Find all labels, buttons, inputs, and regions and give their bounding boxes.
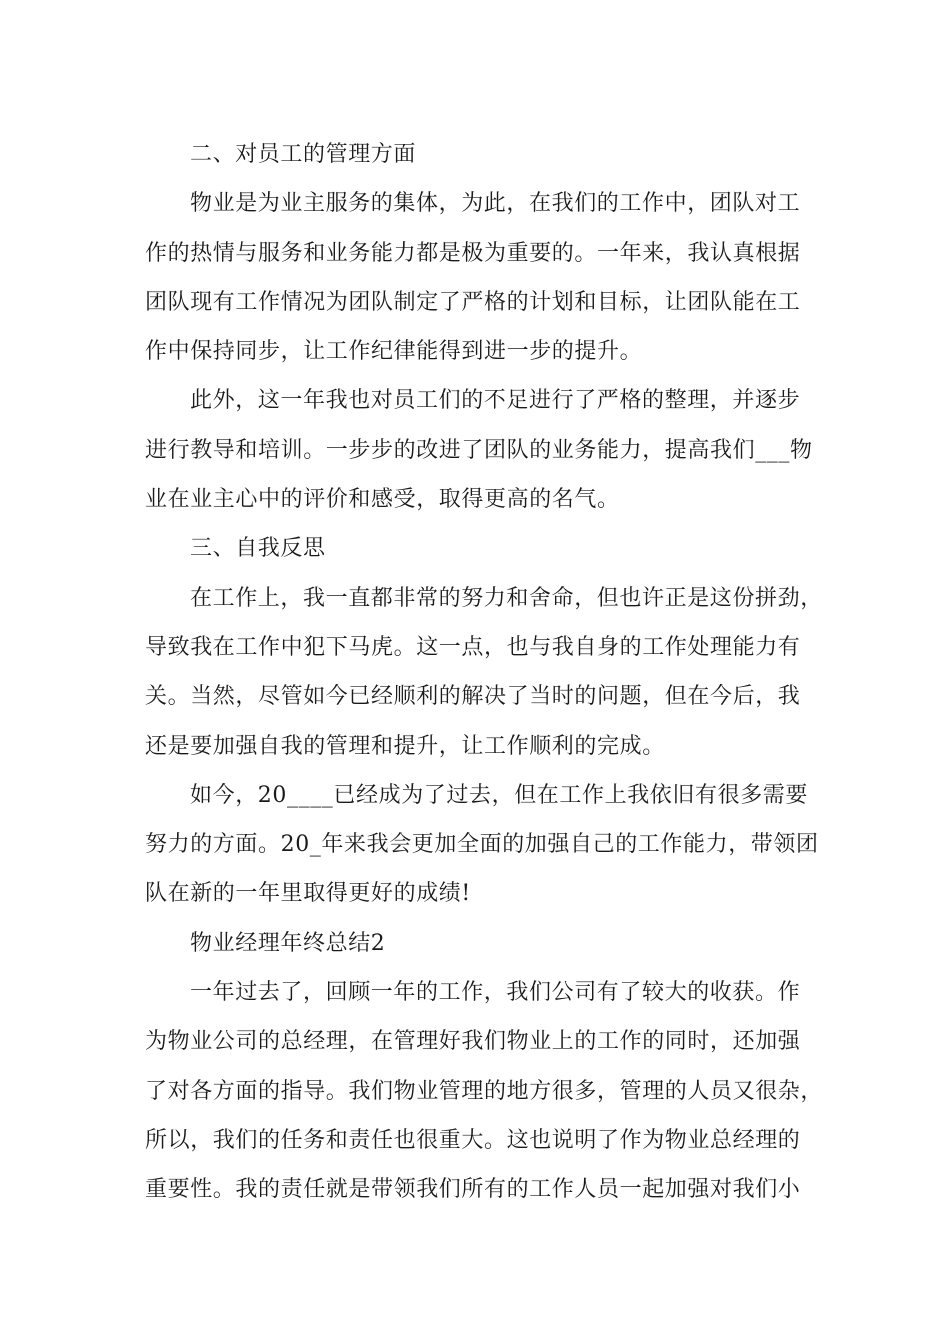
paragraph-line: 重要性。我的责任就是带领我们所有的工作人员一起加强对我们小 [145,1177,801,1203]
section-heading-self-reflection: 三、自我反思 [190,536,326,562]
section-heading-staff-management: 二、对员工的管理方面 [190,142,417,167]
paragraph-line: 导致我在工作中犯下马虎。这一点，也与我自身的工作处理能力有 [145,634,801,660]
paragraph-line: 作中保持同步，让工作纪律能得到进一步的提升。 [145,339,643,365]
paragraph-line: 一年过去了，回顾一年的工作，我们公司有了较大的收获。作 [190,980,801,1006]
paragraph-line: 努力的方面。20_年来我会更加全面的加强自己的工作能力，带领团 [145,832,819,858]
paragraph-line: 物业是为业主服务的集体，为此，在我们的工作中，团队对工 [190,191,801,217]
paragraph-line: 关。当然，尽管如今已经顺利的解决了当时的问题，但在今后，我 [145,684,801,710]
paragraph-line: 在工作上，我一直都非常的努力和舍命，但也许正是这份拼劲， [190,585,823,611]
paragraph-line: 为物业公司的总经理，在管理好我们物业上的工作的同时，还加强 [145,1029,801,1055]
paragraph-line: 进行教导和培训。一步步的改进了团队的业务能力，提高我们___物 [145,437,813,463]
paragraph-line: 业在业主心中的评价和感受，取得更高的名气。 [145,487,620,513]
paragraph-line: 作的热情与服务和业务能力都是极为重要的。一年来，我认真根据 [145,240,801,266]
document-title-summary-2: 物业经理年终总结2 [190,930,386,956]
paragraph-line: 团队现有工作情况为团队制定了严格的计划和目标，让团队能在工 [145,289,801,315]
paragraph-line: 还是要加强自我的管理和提升，让工作顺利的完成。 [145,733,665,759]
paragraph-line: 此外，这一年我也对员工们的不足进行了严格的整理，并逐步 [190,388,801,414]
paragraph-line: 如今，20____已经成为了过去，但在工作上我依旧有很多需要 [190,782,808,808]
paragraph-line: 了对各方面的指导。我们物业管理的地方很多，管理的人员又很杂， [145,1078,824,1104]
document-body [145,130,824,1215]
paragraph-line: 所以，我们的任务和责任也很重大。这也说明了作为物业总经理的 [145,1127,801,1153]
paragraph-line: 队在新的一年里取得更好的成绩! [145,881,471,907]
